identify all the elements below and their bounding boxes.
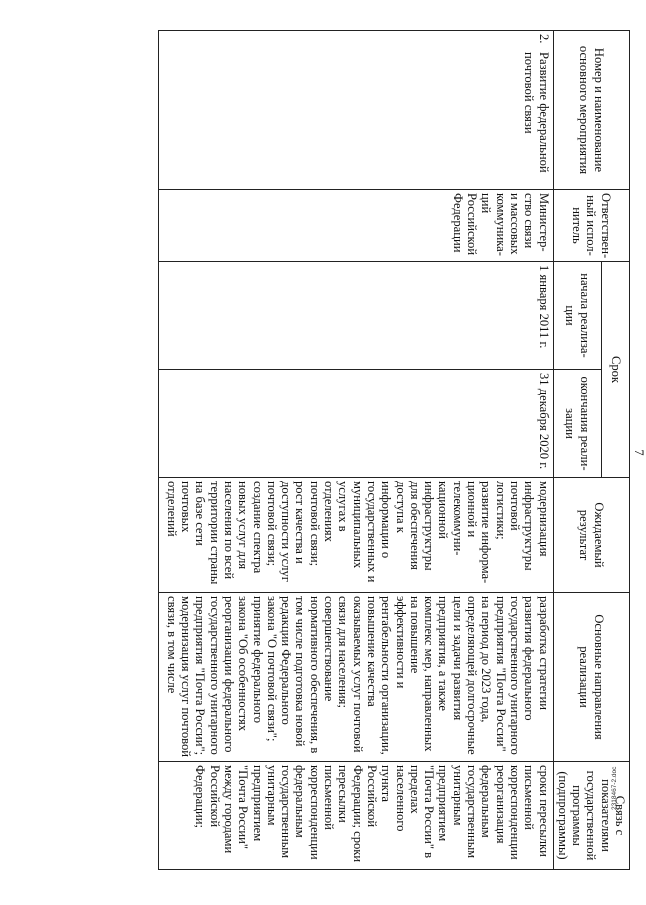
row-name: Развитие федеральной почтовой связи bbox=[522, 52, 551, 173]
table-row bbox=[158, 31, 553, 870]
cell-directions: разработка стратегии развития федерального государственного унитарного предприятия "Почта России" на период до 2023 года, определяющей долгосрочные цели и задачи развития предприятия, а также комплекс мер, направленных на повышение эффективности и рентабельности организации, повышение качества оказываемых услуг почтовой связи для населения; совершенствование нормативного обеспечения, в том числе подготовка новой редакции Федерального закона "О почтовой связи"; принятие федерального закона "Об особенностях реорганизации федерального государственного унитарного предприятия "Почта России"; модернизация услуг почтовой связи, в том числе bbox=[158, 593, 553, 762]
cell-result: модернизация инфраструктуры почтовой логистики; развитие информа- ционной и телекоммуни- кационной инфраструктуры для обеспечения доступа к информации о государственных и муниципальных услугах в отделениях почтовой связи; рост качества и доступности услуг почтовой связи; создание спектра новых услуг для населения по всей территории страны на базе сети почтовых отделений bbox=[158, 478, 553, 593]
program-table bbox=[158, 30, 630, 870]
cell-link: сроки пересылки письменной корреспонденции реорганизация федеральным государственным унитарным предприятием "Почта России" в пределах населенного пункта Российской Федерации; сроки пересылки письменной корреспонденции федеральным государственным унитарным предприятием "Почта России" между городами Российской Федерации; bbox=[158, 762, 553, 870]
header-expected-result: Ожидаемый результат bbox=[553, 478, 629, 593]
footer-filename: 2318467-2.doc bbox=[611, 766, 618, 810]
page-number: 7 bbox=[632, 449, 646, 456]
header-term: Срок bbox=[602, 262, 630, 478]
row-number: 2. bbox=[536, 34, 551, 44]
header-directions: Основные направления реализации bbox=[553, 593, 629, 762]
header-number-name: Номер и наименование основного мероприятия bbox=[553, 31, 629, 190]
cell-number-name bbox=[158, 31, 553, 190]
rotated-content bbox=[130, 20, 646, 885]
cell-end: 31 декабря 2020 г. bbox=[158, 370, 553, 478]
header-start: начала реализа- ции bbox=[553, 262, 602, 370]
header-executor: Ответствен- ный испол- нитель bbox=[553, 190, 629, 262]
cell-executor: Министер- ство связи и массовых коммуника- ций Российской Федерации bbox=[158, 190, 553, 262]
header-end: окончания реали- зации bbox=[553, 370, 602, 478]
header-link-indicators: Связь с показателями государственной программы (подпрограммы) bbox=[553, 762, 629, 870]
cell-start: 1 января 2011 г. bbox=[158, 262, 553, 370]
